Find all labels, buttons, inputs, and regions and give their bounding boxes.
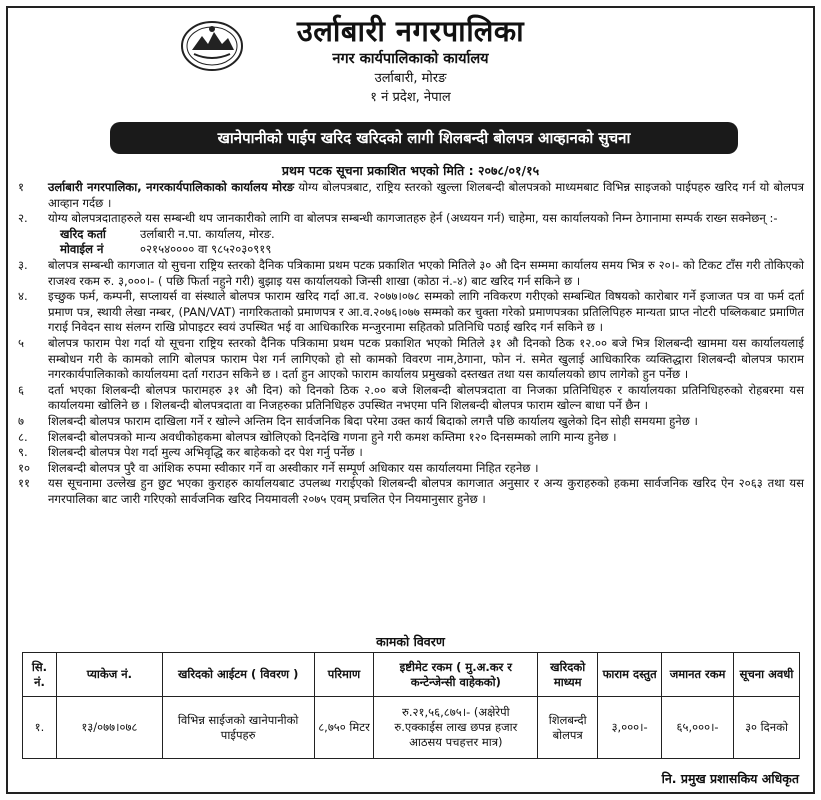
col-deposit: जमानत रकम — [662, 653, 734, 697]
col-method: खरिदको माध्यम — [538, 653, 598, 697]
cell-method: शिलबन्दी बोलपत्र — [538, 697, 598, 759]
cell-deposit: ६५,०००।- — [662, 697, 734, 759]
buyer-value: उर्लाबारी न.पा. कार्यालय, मोरङ. — [140, 226, 275, 241]
col-item: खरिदको आईटम ( विवरण ) — [162, 653, 314, 697]
list-item — [18, 258, 804, 289]
notice-items — [18, 180, 804, 507]
col-form-fee: फाराम दस्तुत — [598, 653, 662, 697]
cell-notice-period: ३० दिनको — [734, 697, 800, 759]
list-item — [18, 289, 804, 336]
cell-form-fee: ३,०००।- — [598, 697, 662, 759]
org-name: उर्लाबारी नगरपालिका — [296, 14, 525, 48]
contact-mobile — [18, 242, 804, 258]
item-number: ८. — [18, 429, 28, 444]
province: १ नं प्रदेश, नेपाल — [370, 90, 451, 105]
first-published-date: प्रथम पटक सूचना प्रकाशित भएको मिति : २०७८/०१/१५ — [281, 163, 540, 178]
header — [0, 14, 821, 107]
col-quantity: परिमाण — [314, 653, 374, 697]
item-body: शिलबन्दी बोलपत्र पेश गर्दा मुल्य अभिवृद्धि कर बाहेकको दर पेश गर्नु पर्नेछ । — [48, 445, 363, 460]
item-number: १० — [18, 460, 31, 475]
item-number: २. — [18, 211, 28, 226]
item-number: ३. — [18, 257, 28, 272]
list-item — [18, 461, 804, 477]
cell-package: १३/०७७।०७८ — [56, 697, 162, 759]
item-body: योग्य बोलपत्रदाताहरुले यस सम्बन्धी थप जानकारीको लागि वा बोलपत्र सम्बन्धी कागजातहरु हेर्न (अध्ययन गर्न) चाहेमा, यस कार्यालयको निम्न ठेगानामा सम्पर्क राख्न सक्नेछन् :- — [48, 211, 778, 226]
list-item — [18, 383, 804, 414]
item-bold-prefix: उर्लाबारी नगरपालिका, नगरकार्यपालिकाको कार्यालय मोरङ — [48, 180, 295, 194]
mobile-value: ०२१५४०००० वा ९८५२०३०९१९ — [140, 242, 272, 257]
item-number: १ — [18, 180, 25, 194]
list-item — [18, 336, 804, 383]
table-caption: कामको विवरण — [376, 634, 445, 649]
table-header-row — [23, 653, 800, 697]
list-item — [18, 476, 804, 507]
item-body: शिलबन्दी बोलपत्र पुरै वा आंशिक रुपमा स्वीकार गर्ने वा अस्वीकार गर्ने सम्पूर्ण अधिकार यस कार्यालयमा निहित रहनेछ । — [48, 460, 539, 475]
item-body: दर्ता भएका शिलबन्दी बोलपत्र फारामहरु ३१ औ दिन) को दिनको ठिक २.०० बजे शिलबन्दी बोलपत्रदाता वा निजका प्रतिनिधिहरु र कार्यालयका प्रतिनिधिहरुको रोहबरमा यस कार्यालयमा खोलिने छ । शिलबन्दी बोलपत्रदाता वा निजहरुका प्रतिनिधिहरु उपस्थित नभएमा पनि शिलबन्दी बोलपत्र फाराम खोल्न बाधा पर्ने छैन । — [48, 382, 804, 413]
item-number: ९. — [18, 445, 28, 460]
cell-serial: १. — [23, 697, 57, 759]
list-item — [18, 180, 804, 211]
col-estimate: इष्टीमेट रकम ( मु.अ.कर र कन्टेन्जेन्सी वाहेकको) — [374, 653, 538, 697]
contact-buyer — [18, 227, 804, 243]
table-row — [23, 697, 800, 759]
mobile-label: मोवाईल नं — [60, 242, 104, 257]
list-item — [18, 430, 804, 446]
cell-estimate: रु.२१,५६,८७५।- (अक्षेरेपी रु.एक्काईस लाख छपन्न हजार आठसय पचहत्तर मात्र) — [374, 697, 538, 759]
location: उर्लाबारी, मोरङ — [374, 71, 447, 86]
col-package: प्याकेज नं. — [56, 653, 162, 697]
col-serial: सि. नं. — [23, 653, 57, 697]
item-number: ६ — [18, 382, 25, 397]
cell-quantity: ८,७५० मिटर — [314, 697, 374, 759]
item-body: बोलपत्र फाराम पेश गर्दा यो सूचना राष्ट्रिय स्तरको दैनिक पत्रिकामा प्रथम पटक प्रकाशित भएको मितिले ३१ औ दिनको ठिक १२.०० बजे भित्र शिलबन्दी खाममा यस कार्यालयलाई सम्बोधन गरी के कामको लागि बोलपत्र फाराम पेश गर्न लागिएको हो सो कामको विवरण नाम,ठेगाना, फोन नं. समेत खुलाई आधिकारिक व्यक्तिद्धारा शिलबन्दी बोलपत्र फाराम नगरकार्यपालिकाको कार्यालयमा दर्ता गराउन सकिने छ । दर्ता हुन आएको फाराम कार्यालय प्रमुखको दस्तखत तथा यस कार्यालयको छाप लागेको हुन पर्नेछ । — [48, 335, 804, 382]
cell-item: विभिन्न साईजको खानेपानीको पाईपहरु — [162, 697, 314, 759]
item-text — [48, 180, 804, 211]
works-table — [22, 652, 800, 759]
list-item — [18, 414, 804, 430]
item-body: शिलबन्दी बोलपत्र फाराम दाखिला गर्ने र खोल्ने अन्तिम दिन सार्वजनिक बिदा परेमा उक्त कार्य बिदाको लगत्तै पछि कार्यालय खुलेको दिन सोही समयमा हुनेछ । — [48, 413, 698, 428]
list-item — [18, 211, 804, 227]
item-body: यस सूचनामा उल्लेख हुन छुट भएका कुराहरु कार्यालयबाट उपलब्ध गराईएको शिलबन्दी बोलपत्र कागजात अनुसार र अन्य कुराहरुको हकमा सार्वजनिक खरिद ऐन २०६३ तथा यस नगरपालिका बाट जारी गरिएको सार्वजनिक खरिद नियमावली २०७५ एवम् प्रचलित ऐन नियमानुसार हुनेछ । — [48, 476, 804, 506]
notice-title: खानेपानीको पाईप खरिद खरिदको लागी शिलबन्दी बोलपत्र आव्हानको सुचना — [110, 122, 738, 154]
item-body: बोलपत्र सम्बन्धी कागजात यो सुचना राष्ट्रिय स्तरको दैनिक पत्रिकामा प्रथम पटक प्रकाशित भएको मितिले ३० औ दिन सम्ममा कार्यालय समय भित्र रु २०।- को टिकट टाँस गरी तोकिएको राजश्व रकम रु. ३,०००।- ( पछि फिर्ता नहुने गरी) बुझाइ यस कार्यालयको जिन्सी शाखा (कोठा नं.-४) बाट खरिद गर्न सकिने छ । — [48, 257, 804, 288]
item-number: ५ — [18, 335, 25, 350]
item-body: इच्छुक फर्म, कम्पनी, सप्लायर्स वा संस्थाले बोलपत्र फाराम खरिद गर्दा आ.व. २०७७।०७८ सम्मको लागि नविकरण गरीएको सम्बन्धित विषयको कारोबार गर्ने इजाजत पत्र वा फर्म दर्ता प्रमाण पत्र, स्थायी लेखा नम्बर, (PAN/VAT) नागरिकताको प्रमाणपत्र र आ.व.२०७६।०७७ सम्मको कर चुक्ता गरेको प्रमाणपत्रका प्रतिलिपिहरु मान्यता प्राप्त नोटरी पब्लिकबाट प्रमाणित गराई निवेदन साथ संलग्न राखि प्रोपाइटर स्वयं उपस्थित भई वा आधिकारिक मन्जुरनामा सहितको प्रतिनिधि पठाई खरिद गर्न सकिने छ । — [48, 289, 804, 335]
item-number: ११ — [18, 476, 31, 491]
col-notice-period: सूचना अवधी — [734, 653, 800, 697]
signature: नि. प्रमुख प्रशासकिय अधिकृत — [661, 771, 799, 786]
item-body: शिलबन्दी बोलपत्रको मान्य अवधीकोहकमा बोलपत्र खोलिएको दिनदेखि गणना हुने गरी कमश कम्तिमा १२० दिनसम्मको लागि मान्य हुनेछ । — [48, 429, 617, 444]
item-number: ७ — [18, 413, 25, 428]
office-name: नगर कार्यपालिकाको कार्यालय — [332, 51, 489, 67]
list-item — [18, 445, 804, 461]
buyer-label: खरिद कर्ता — [60, 226, 106, 241]
item-body: योग्य बोलपत्रबाट, राष्ट्रिय स्तरको खुल्ला शिलबन्दी बोलपत्रको माध्यमबाट विभिन्न साइजको पाईपहरु खरिद गर्न यो बोलपत्र आव्हान गर्दछ । — [48, 180, 804, 210]
item-number: ४. — [18, 289, 28, 304]
